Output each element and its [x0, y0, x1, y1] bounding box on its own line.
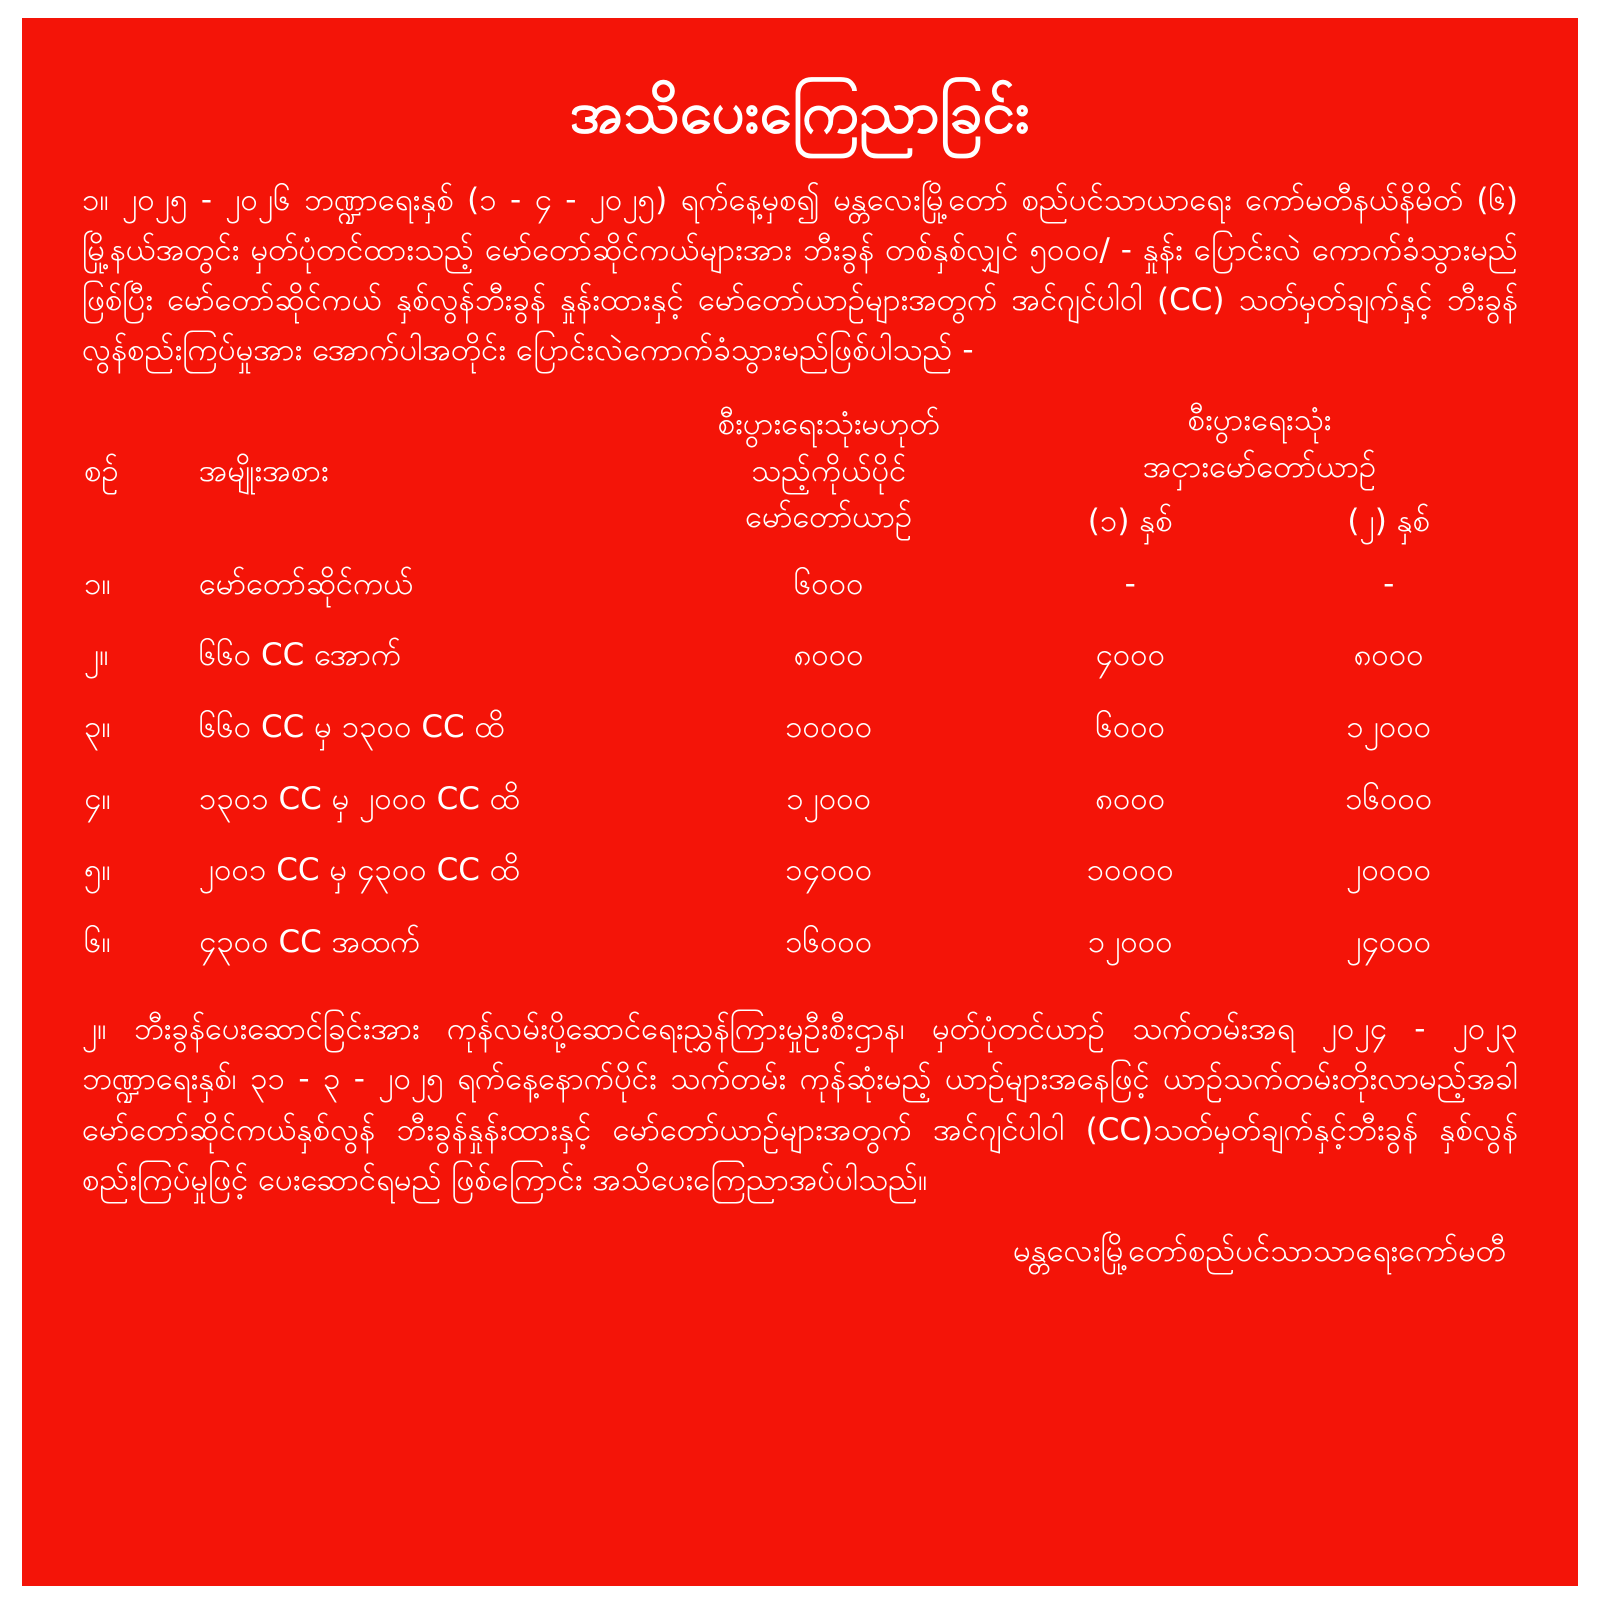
header-commercial-line-2: အငှားမော်တော်ယာဉ် — [1142, 448, 1377, 485]
header-commercial-line-1: စီးပွားရေးသုံး — [1187, 402, 1332, 439]
header-no: စဉ် — [84, 452, 119, 489]
header-private-line-3: မော်တော်ယာဉ် — [745, 499, 913, 536]
fee-table-wrapper — [82, 393, 1518, 978]
announcement-poster — [22, 18, 1578, 1586]
fee-table-head — [82, 393, 1518, 549]
cell-no: ၁။ — [84, 565, 111, 602]
cell-year2-fee: ၂၄၀၀၀ — [1346, 923, 1432, 960]
cell-year2-fee: - — [1383, 565, 1395, 602]
cell-year1-fee: - — [1124, 565, 1136, 602]
fee-table-header-row — [82, 393, 1518, 494]
cell-no: ၅။ — [84, 852, 111, 889]
table-row — [82, 549, 1518, 621]
cell-type: ၆၆၀ CC အောက် — [198, 637, 402, 674]
cell-year1-fee: ၈၀၀၀ — [1095, 780, 1166, 817]
cell-year1-fee: ၆၀၀၀ — [1095, 708, 1166, 745]
header-private-line-2: သည့်ကိုယ်ပိုင် — [751, 452, 907, 489]
cell-type: မော်တော်ဆိုင်ကယ် — [198, 565, 414, 602]
paragraph-1: ၁။ ၂၀၂၅ - ၂၀၂၆ ဘဏ္ဍာရေးနှစ် (၁ - ၄ - ၂၀၂၅) ရက်နေ့မှစ၍ မန္တလေးမြို့တော် စည်ပင်သာယာရေး ကော်မတီနယ်နိမိတ် (၆) မြို့နယ်အတွင်း မှတ်ပုံတင်ထားသည့် မော်တော်ဆိုင်ကယ်များအား ဘီးခွန် တစ်နှစ်လျှင် ၅၀၀၀/ - နှုန်း ပြောင်းလဲ ကောက်ခံသွားမည် ဖြစ်ပြီး မော်တော်ဆိုင်ကယ် နှစ်လွန်ဘီးခွန် နှုန်းထားနှင့် မော်တော်ယာဉ်များအတွက် အင်ဂျင်ပါဝါ (CC) သတ်မှတ်ချက်နှင့် ဘီးခွန်လွန်စည်းကြပ်မှုအား အောက်ပါအတိုင်း ပြောင်းလဲကောက်ခံသွားမည်ဖြစ်ပါသည် - — [82, 181, 1518, 369]
cell-no: ၆။ — [84, 923, 111, 960]
fee-table-body — [82, 549, 1518, 978]
cell-type: ၂၀၀၁ CC မှ ၄၃၀၀ CC ထိ — [198, 852, 520, 889]
cell-private-fee: ၁၄၀၀၀ — [785, 852, 873, 889]
cell-no: ၂။ — [84, 637, 109, 674]
table-row — [82, 692, 1518, 764]
cell-private-fee: ၁၂၀၀၀ — [786, 780, 872, 817]
cell-type: ၆၆၀ CC မှ ၁၃၀၀ CC ထိ — [198, 708, 505, 745]
cell-type: ၄၃၀၀ CC အထက် — [198, 923, 421, 960]
cell-private-fee: ၆၀၀၀ — [793, 565, 864, 602]
page-title: အသိပေးကြေညာခြင်း — [569, 78, 1031, 146]
cell-no: ၄။ — [84, 780, 111, 817]
table-row — [82, 764, 1518, 836]
cell-year1-fee: ၁၀၀၀၀ — [1086, 852, 1174, 889]
fee-table — [82, 393, 1518, 978]
cell-year2-fee: ၁၂၀၀၀ — [1346, 708, 1432, 745]
header-year-1: (၁) နှစ် — [1087, 503, 1173, 540]
header-type: အမျိုးအစား — [198, 452, 329, 489]
cell-private-fee: ၁၆၀၀၀ — [785, 923, 873, 960]
cell-year1-fee: ၄၀၀၀ — [1095, 637, 1166, 674]
cell-private-fee: ၈၀၀၀ — [793, 637, 864, 674]
cell-year2-fee: ၈၀၀၀ — [1353, 637, 1424, 674]
cell-year1-fee: ၁၂၀၀၀ — [1087, 923, 1173, 960]
table-row — [82, 620, 1518, 692]
table-row — [82, 835, 1518, 907]
header-private-vehicle — [656, 393, 1001, 549]
cell-year2-fee: ၁၆၀၀၀ — [1345, 780, 1433, 817]
cell-year2-fee: ၂၀၀၀၀ — [1346, 852, 1432, 889]
cell-type: ၁၃၀၁ CC မှ ၂၀၀၀ CC ထိ — [198, 780, 520, 817]
cell-no: ၃။ — [84, 708, 111, 745]
cell-private-fee: ၁၀၀၀၀ — [785, 708, 873, 745]
paragraph-2: ၂။ ဘီးခွန်ပေးဆောင်ခြင်းအား ကုန်လမ်းပို့ဆောင်ရေးညွှန်ကြားမှုဦးစီးဌာန၊ မှတ်ပုံတင်ယာဉ် သက်တမ်းအရ ၂၀၂၄ - ၂၀၂၃ ဘဏ္ဍာရေးနှစ်၊ ၃၁ - ၃ - ၂၀၂၅ ရက်နေ့နောက်ပိုင်း သက်တမ်း ကုန်ဆုံးမည့် ယာဉ်များအနေဖြင့် ယာဉ်သက်တမ်းတိုးလာမည့်အခါ မော်တော်ဆိုင်ကယ်နှစ်လွန် ဘီးခွန်နှုန်းထားနှင့် မော်တော်ယာဉ်များအတွက် အင်ဂျင်ပါဝါ (CC)သတ်မှတ်ချက်နှင့်ဘီးခွန် နှစ်လွန် စည်းကြပ်မှုဖြင့် ပေးဆောင်ရမည် ဖြစ်ကြောင်း အသိပေးကြေညာအပ်ပါသည်။ — [82, 1011, 1518, 1198]
header-private-line-1: စီးပွားရေးသုံးမဟုတ် — [717, 406, 940, 443]
header-commercial-vehicle — [1001, 393, 1518, 494]
issuing-authority: မန္တလေးမြို့တော်စည်ပင်သာသာရေးကော်မတီ — [1013, 1233, 1506, 1270]
header-year-2: (၂) နှစ် — [1347, 503, 1431, 540]
table-row — [82, 907, 1518, 979]
